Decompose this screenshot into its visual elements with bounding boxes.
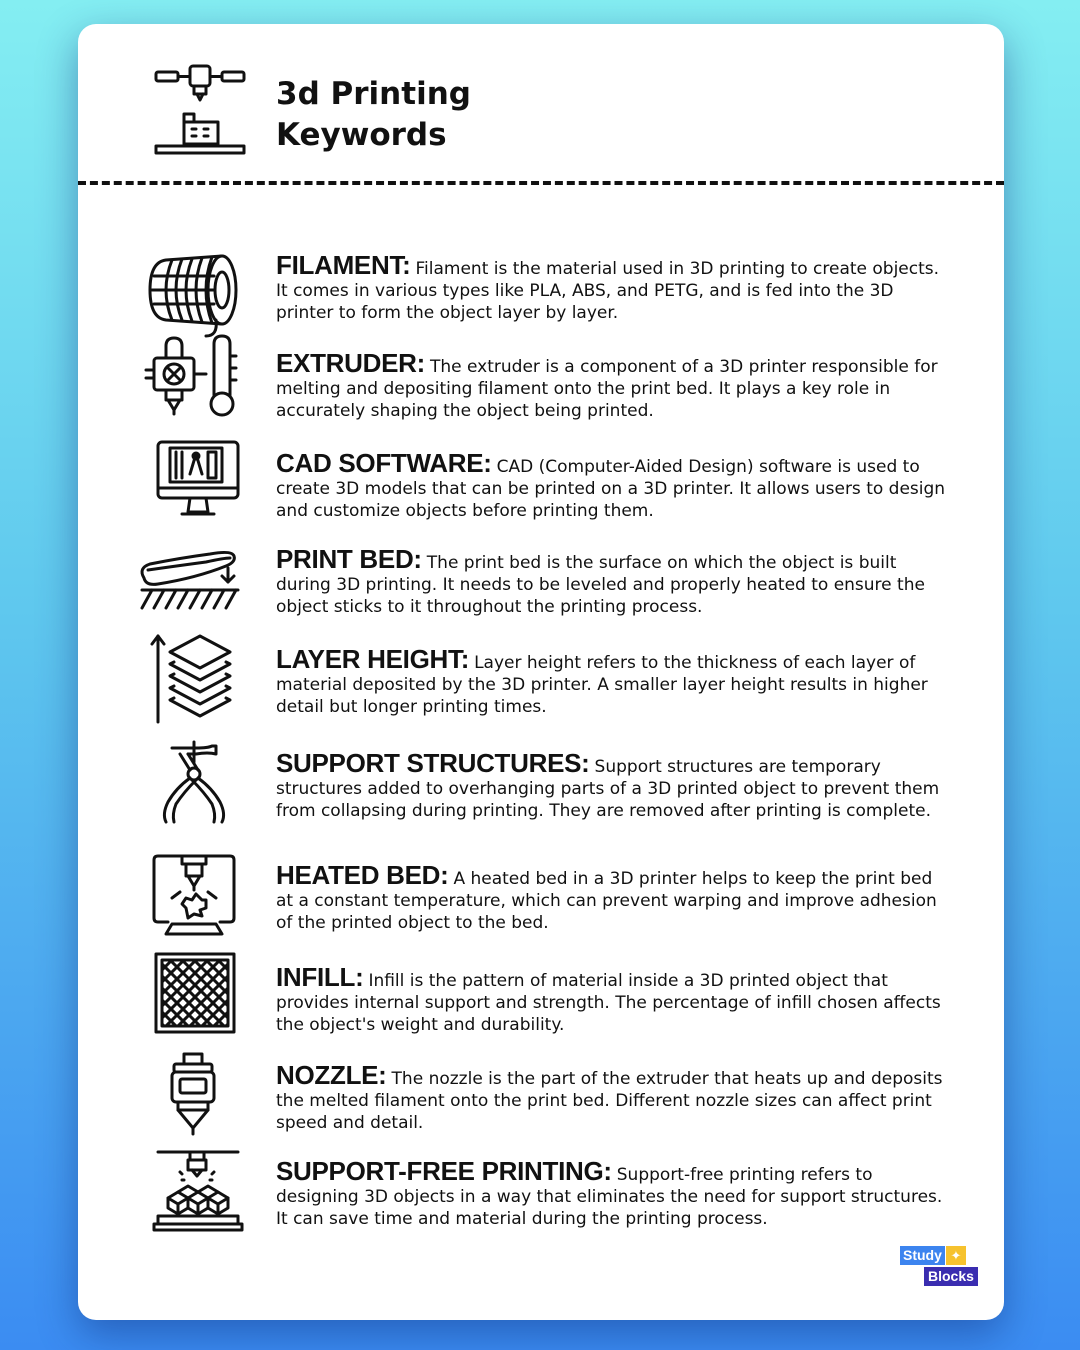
title-line-2: Keywords	[276, 117, 447, 153]
keyword-text	[276, 1060, 946, 1134]
dashed-divider	[78, 181, 1004, 185]
cubes-printer-icon	[136, 1150, 242, 1234]
print-bed-icon	[136, 538, 242, 622]
keyword-text	[276, 1156, 946, 1230]
keyword-definition: A heated bed in a 3D printer helps to keep the print bed at a constant temperature, which can prevent warping and improve adhesion of the printed object to the bed.	[276, 869, 937, 933]
keyword-term: PRINT BED:	[276, 544, 422, 574]
keyword-definition: CAD (Computer-Aided Design) software is used to create 3D models that can be printed on a 3D printer. It allows users to design and customize objects before printing them.	[276, 457, 946, 521]
keyword-term: SUPPORT STRUCTURES:	[276, 748, 590, 778]
pliers-icon	[136, 740, 242, 824]
keyword-term: NOZZLE:	[276, 1060, 387, 1090]
keyword-text	[276, 448, 946, 522]
nozzle-icon	[136, 1054, 242, 1138]
keyword-text	[276, 544, 946, 618]
keyword-term: EXTRUDER:	[276, 348, 425, 378]
cad-monitor-icon	[136, 440, 242, 524]
study-blocks-logo	[900, 1246, 980, 1288]
logo-study: Study	[900, 1246, 945, 1265]
keyword-definition: The extruder is a component of a 3D printer responsible for melting and depositing filament onto the print bed. It plays a key role in accurately shaping the object being printed.	[276, 357, 938, 421]
keyword-definition: The print bed is the surface on which the object is built during 3D printing. It needs to be leveled and properly heated to ensure the object sticks to it throughout the printing process.	[276, 553, 925, 617]
keyword-text	[276, 860, 946, 934]
3d-printer-icon	[154, 64, 246, 156]
keyword-term: HEATED BED:	[276, 860, 449, 890]
keyword-definition: Support structures are temporary structures added to overhanging parts of a 3D printed object to prevent them from collapsing during printing. They are removed after printing is complete.	[276, 757, 940, 821]
filament-spool-icon	[136, 254, 242, 338]
keyword-definition: Support-free printing refers to designing 3D objects in a way that eliminates the need for support structures. It can save time and material during the printing process.	[276, 1165, 943, 1229]
keyword-term: INFILL:	[276, 962, 364, 992]
keywords-card	[78, 24, 1004, 1320]
keyword-term: SUPPORT-FREE PRINTING:	[276, 1156, 612, 1186]
keyword-text	[276, 748, 946, 822]
extruder-icon	[136, 334, 242, 418]
heated-bed-icon	[136, 854, 242, 938]
keyword-definition: Layer height refers to the thickness of each layer of material deposited by the 3D printer. A smaller layer height results in higher detail but longer printing times.	[276, 653, 928, 717]
keyword-text	[276, 644, 946, 718]
keyword-term: CAD SOFTWARE:	[276, 448, 492, 478]
infill-grid-icon	[136, 954, 242, 1038]
logo-sparkle-icon: ✦	[946, 1246, 966, 1265]
keyword-definition: Infill is the pattern of material inside a 3D printed object that provides internal support and strength. The percentage of infill chosen affects the object's weight and durability.	[276, 971, 941, 1035]
keyword-text	[276, 962, 946, 1036]
keyword-text	[276, 250, 946, 324]
page-title	[276, 74, 471, 156]
keyword-definition: Filament is the material used in 3D printing to create objects. It comes in various types like PLA, ABS, and PETG, and is fed into the 3D printer to form the object layer by layer.	[276, 259, 940, 323]
keyword-term: FILAMENT:	[276, 250, 411, 280]
keyword-text	[276, 348, 946, 422]
layers-icon	[136, 634, 242, 718]
title-line-1: 3d Printing	[276, 76, 471, 112]
keyword-term: LAYER HEIGHT:	[276, 644, 470, 674]
keyword-definition: The nozzle is the part of the extruder that heats up and deposits the melted filament onto the print bed. Different nozzle sizes can affect print speed and detail.	[276, 1069, 943, 1133]
logo-blocks: Blocks	[924, 1267, 978, 1286]
